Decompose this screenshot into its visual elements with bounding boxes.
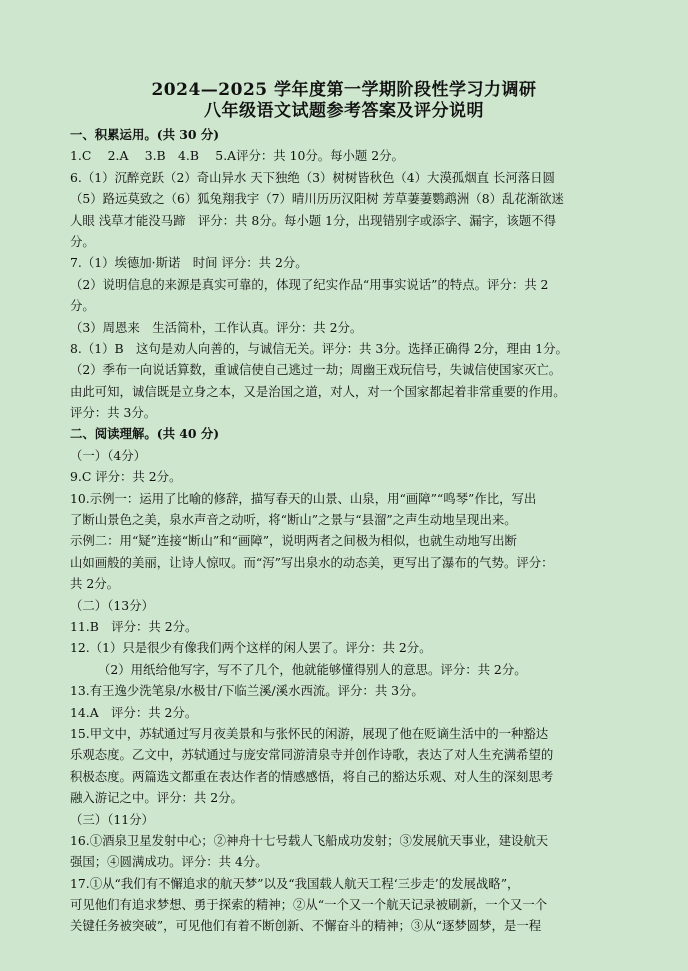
text-line: 7.（1）埃德加·斯诺 时间 评分：共 2分。 xyxy=(70,255,308,271)
text-line: 了断山景色之美，泉水声音之动听，将“断山”之景与“县溜”之声生动地呈现出来。 xyxy=(70,512,517,528)
section-heading: 一、积累运用。(共 30 分) xyxy=(70,127,220,142)
text-line: 12.（1）只是很少有像我们两个这样的闲人罢了。评分：共 2分。 xyxy=(70,640,432,656)
text-line: （3）周恩来 生活简朴，工作认真。评分：共 2分。 xyxy=(70,319,363,335)
text-line: 14.A 评分：共 2分。 xyxy=(70,704,198,720)
text-line: 强国；④圆满成功。评分：共 4分。 xyxy=(70,854,268,870)
text-line: 融入游记之中。评分：共 2分。 xyxy=(70,790,243,806)
text-line: 8.（1）B 这句是劝人向善的，与诚信无关。评分：共 3分。选择正确得 2分，理由 1分。 xyxy=(70,340,568,356)
document-title: 2024—2025 学年度第一学期阶段性学习力调研 xyxy=(151,80,537,100)
text-line: 分。 xyxy=(70,233,95,249)
text-line: 1.C 2.A 3.B 4.B 5.A评分：共 10分。每小题 2分。 xyxy=(70,148,404,164)
text-line: 积极态度。两篇选文都重在表达作者的情感感悟，将自己的豁达乐观、对人生的深刻思考 xyxy=(70,768,554,784)
text-line: 由此可知，诚信既是立身之本，又是治国之道，对人，对一个国家都起着非常重要的作用。 xyxy=(70,383,566,399)
text-line: 示例二：用“疑”连接“断山”和“画障”，说明两者之间极为相似，也就生动地写出断 xyxy=(70,533,517,549)
text-line: 可见他们有追求梦想、勇于探索的精神；②从“一个又一个航天记录被刷新，一个又一个 xyxy=(70,897,548,913)
text-line: （三）（11分） xyxy=(70,811,154,827)
text-line: 分。 xyxy=(70,298,95,314)
text-line: 评分：共 3分。 xyxy=(70,405,157,421)
text-line: 乐观态度。乙文中，苏轼通过与庞安常同游清泉寺并创作诗歌，表达了对人生充满希望的 xyxy=(70,747,554,763)
text-line: 16.①酒泉卫星发射中心；②神舟十七号载人飞船成功发射；③发展航天事业，建设航天 xyxy=(70,832,549,848)
text-line: 6.（1）沉醉竞跃（2）奇山异水 天下独绝（3）树树皆秋色（4）大漠孤烟直 长河落日圆 xyxy=(70,169,555,185)
text-line: 山如画般的美丽，让诗人惊叹。而“泻”写出泉水的动态美，更写出了瀑布的气势。评分： xyxy=(70,554,554,570)
text-line: （2）说明信息的来源是真实可靠的，体现了纪实作品“用事实说话”的特点。评分：共 2 xyxy=(70,276,549,292)
text-line: 人眼 浅草才能没马蹄 评分：共 8分。每小题 1分，出现错别字或添字、漏字，该题不得 xyxy=(70,212,557,228)
title-block xyxy=(0,80,688,122)
text-line: 17.①从“我们有不懈追求的航天梦”以及“我国载人航天工程‘三步走’的发展战略”， xyxy=(70,875,520,891)
text-line: （一）（4分） xyxy=(70,447,147,463)
text-line: 共 2分。 xyxy=(70,576,119,592)
text-line: 10.示例一：运用了比喻的修辞，描写春天的山景、山泉，用“画障”“鸣琴”作比，写出 xyxy=(70,490,537,506)
text-line: 关键任务被突破”，可见他们有着不断创新、不懈奋斗的精神；③从“逐梦圆梦，是一程 xyxy=(70,918,542,934)
text-line: 13.有王逸少洗笔泉/水极甘/下临兰溪/溪水西流。评分：共 3分。 xyxy=(70,683,424,699)
text-line: 9.C 评分：共 2分。 xyxy=(70,469,182,485)
text-line: （5）路远莫致之（6）狐兔翔我宇（7）晴川历历汉阳树 芳草萋萋鹦鹉洲（8）乱花渐欲迷 xyxy=(70,191,564,207)
text-line: （2）用纸给他写字，写不了几个，他就能够懂得别人的意思。评分：共 2分。 xyxy=(98,661,527,677)
text-line: （2）季布一向说话算数，重诚信使自己逃过一劫；周幽王戏玩信号，失诚信使国家灭亡。 xyxy=(70,362,562,378)
text-line: 15.甲文中，苏轼通过写月夜美景和与张怀民的闲游，展现了他在贬谪生活中的一种豁达 xyxy=(70,725,549,741)
answer-content xyxy=(70,124,618,937)
text-line: （二）（13分） xyxy=(70,597,154,613)
document-subtitle: 八年级语文试题参考答案及评分说明 xyxy=(204,101,484,121)
section-heading: 二、阅读理解。(共 40 分) xyxy=(70,426,220,442)
text-line: 11.B 评分：共 2分。 xyxy=(70,618,198,634)
